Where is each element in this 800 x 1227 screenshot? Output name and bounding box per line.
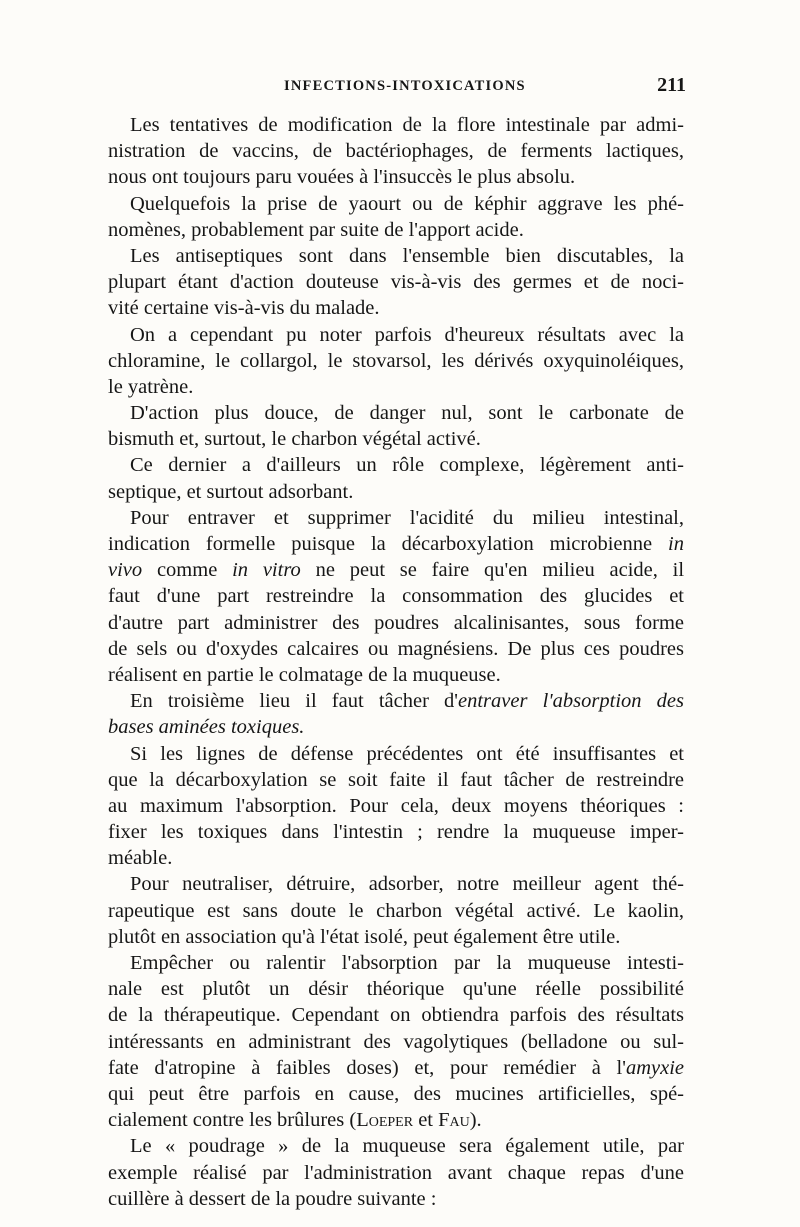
text-line: Pour neutraliser, détruire, adsorber, notre meilleur agent thé- [130, 873, 684, 896]
text-segment: ). [469, 1109, 482, 1132]
text-line: septique, et surtout adsorbant. [108, 480, 354, 503]
text-line: d'autre part administrer des poudres alcalinisantes, sous forme [108, 611, 684, 634]
text-line: On a cependant pu noter parfois d'heureux résultats avec la [130, 323, 684, 346]
text-line: chloramine, le collargol, le stovarsol, les dérivés oxyquinoléiques, [108, 349, 684, 372]
text-line [108, 1055, 684, 1081]
text-line: nale est plutôt un désir théorique qu'une réelle possibilité [108, 978, 684, 1001]
text-line: que la décarboxylation se soit faite il faut tâcher de restreindre [108, 768, 684, 791]
text-line: Pour entraver et supprimer l'acidité du milieu intestinal, [130, 506, 684, 529]
text-line [108, 531, 684, 557]
running-title: INFECTIONS-INTOXICATIONS [284, 78, 526, 94]
text-line: nomènes, probablement par suite de l'apport acide. [108, 218, 524, 241]
body-text [108, 112, 684, 1212]
italic-text: amyxie [625, 1056, 684, 1079]
italic-text: in vitro [232, 559, 301, 582]
page-header [110, 74, 688, 104]
text-line: méable. [108, 847, 173, 870]
text-segment: cialement contre les brûlures ( [108, 1109, 357, 1132]
italic-text: entraver l'absorption des [458, 690, 685, 713]
text-line: rapeutique est sans doute le charbon végétal activé. Le kaolin, [108, 899, 684, 922]
text-line: Empêcher ou ralentir l'absorption par la muqueuse intesti- [130, 952, 684, 974]
text-line: Ce dernier a d'ailleurs un rôle complexe, légèrement anti- [130, 454, 684, 477]
text-segment: En troisième lieu il faut tâcher d' [130, 690, 458, 713]
text-line: qui peut être parfois en cause, des mucines artificielles, spé- [108, 1082, 684, 1105]
italic-text: in [668, 533, 684, 555]
text-line: fixer les toxiques dans l'intestin ; rendre la muqueuse imper- [108, 821, 684, 844]
text-line: bismuth et, surtout, le charbon végétal activé. [108, 428, 481, 451]
text-line: intéressants en administrant des vagolytiques (belladone ou sul- [108, 1030, 684, 1053]
italic-text: vivo [108, 559, 143, 582]
text-segment: et [413, 1109, 439, 1132]
text-line [108, 1107, 684, 1133]
author-name: Loeper [356, 1109, 414, 1132]
text-line: le yatrène. [108, 375, 194, 398]
text-line: Le « poudrage » de la muqueuse sera également utile, par [130, 1135, 684, 1158]
page-number: 211 [657, 74, 686, 96]
text-line: Si les lignes de défense précédentes ont été insuffisantes et [130, 742, 684, 765]
text-line [108, 557, 684, 583]
text-line: vité certaine vis-à-vis du malade. [108, 297, 380, 320]
text-line [108, 688, 684, 714]
author-name: Fau [438, 1109, 470, 1132]
text-line: au maximum l'absorption. Pour cela, deux moyens théoriques : [108, 794, 684, 817]
text-line: de la thérapeutique. Cependant on obtiendra parfois des résultats [108, 1004, 684, 1027]
text-segment: ne peut se faire qu'en milieu acide, il [315, 559, 685, 582]
text-segment: fate d'atropine à faibles doses) et, pour remédier à l' [108, 1056, 626, 1079]
text-line: plutôt en association qu'à l'état isolé, peut également être utile. [108, 925, 621, 948]
text-line: Les tentatives de modification de la flore intestinale par admi- [130, 114, 684, 136]
text-line: nous ont toujours paru vouées à l'insuccès le plus absolu. [108, 166, 576, 189]
text-line: nistration de vaccins, de bactériophages, de ferments lactiques, [108, 140, 684, 163]
text-line [108, 714, 684, 740]
text-segment: comme [156, 559, 218, 582]
text-line: plupart étant d'action douteuse vis-à-vis des germes et de noci- [108, 271, 684, 294]
italic-text: bases aminées toxiques. [108, 716, 305, 739]
text-line: cuillère à dessert de la poudre suivante : [108, 1187, 437, 1210]
text-line: de sels ou d'oxydes calcaires ou magnésiens. De plus ces poudres [108, 637, 684, 660]
text-line: D'action plus douce, de danger nul, sont le carbonate de [130, 402, 684, 425]
text-line: réalisent en partie le colmatage de la muqueuse. [108, 663, 501, 686]
text-line: exemple réalisé par l'administration avant chaque repas d'une [108, 1161, 684, 1184]
text-segment: indication formelle puisque la décarboxylation microbienne [108, 533, 653, 555]
text-line: Quelquefois la prise de yaourt ou de képhir aggrave les phé- [130, 192, 684, 215]
text-line: faut d'une part restreindre la consommation des glucides et [108, 585, 684, 608]
text-line: Les antiseptiques sont dans l'ensemble bien discutables, la [130, 244, 684, 267]
